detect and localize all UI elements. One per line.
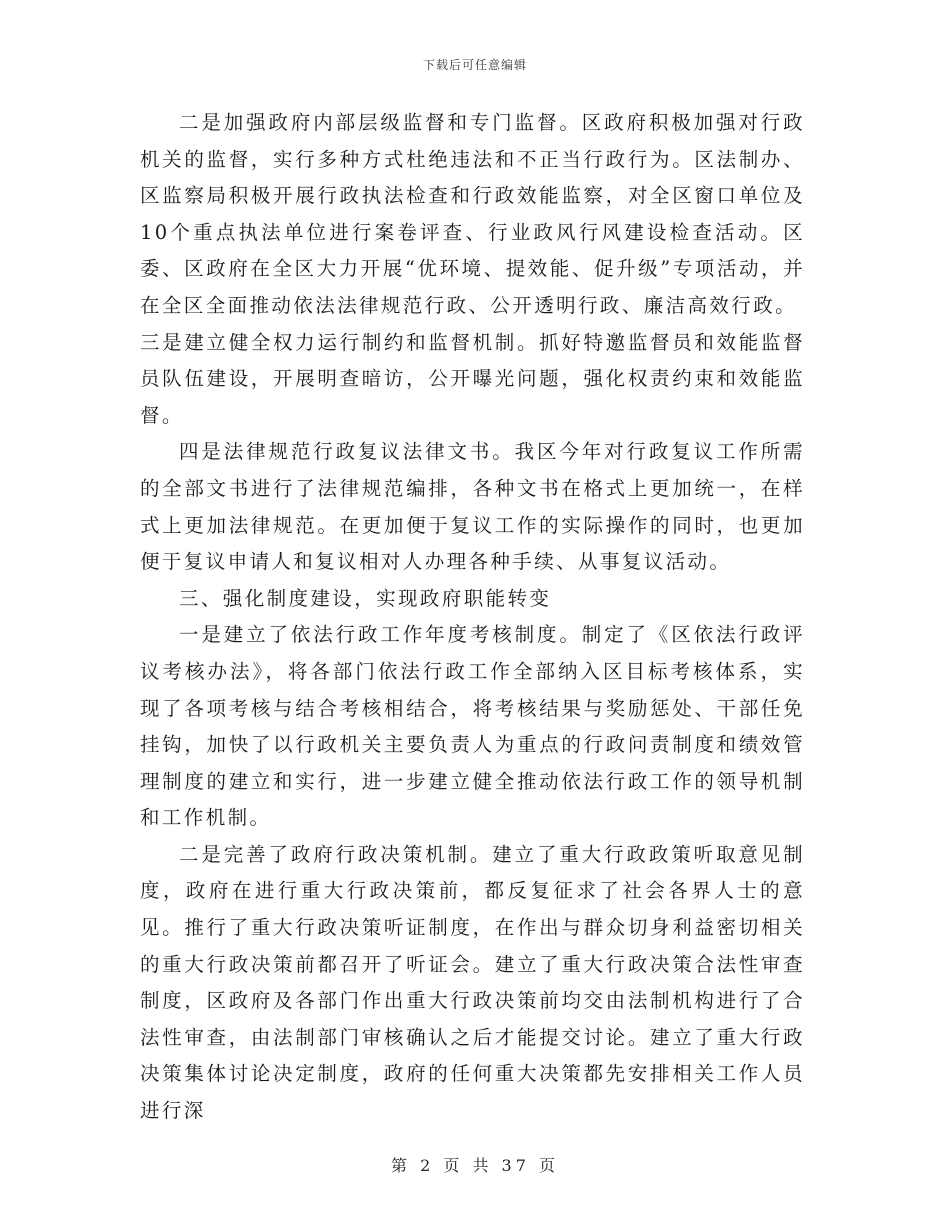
paragraph-5: 一是建立了依法行政工作年度考核制度。制定了《区依法行政评议考核办法》，将各部门依法行政工作全部纳入区目标考核体系，实现了各项考核与结合考核相结合，将考核结果与奖励惩处、干部任免挂钩，加快了以行政机关主要负责人为重点的行政问责制度和绩效管理制度的建立和实行，进一步建立健全推动依法行政工作的领导机制和工作机制。 xyxy=(140,623,805,830)
page-number-footer: 第 2 页 共 37 页 xyxy=(391,1156,559,1175)
paragraph-6: 二是完善了政府行政决策机制。建立了重大行政政策听取意见制度，政府在进行重大行政决策前，都反复征求了社会各界人士的意见。推行了重大行政决策听证制度，在作出与群众切身利益密切相关的重大行政决策前都召开了听证会。建立了重大行政决策合法性审查制度，区政府及各部门作出重大行政决策前均交由法制机构进行了合法性审查，由法制部门审核确认之后才能提交讨论。建立了重大行政决策集体讨论决定制度，政府的任何重大决策都先安排相关工作人员进行深 xyxy=(140,842,805,1123)
paragraph-3: 四是法律规范行政复议法律文书。我区今年对行政复议工作所需的全部文书进行了法律规范编排，各种文书在格式上更加统一，在样式上更加法律规范。在更加便于复议工作的实际操作的同时，也更加便于复议申请人和复议相对人办理各种手续、从事复议活动。 xyxy=(140,440,805,574)
paragraph-2: 三是建立健全权力运行制约和监督机制。抓好特邀监督员和效能监督员队伍建设，开展明查暗访，公开曝光问题，强化权责约束和效能监督。 xyxy=(140,330,805,427)
document-body xyxy=(140,105,805,1130)
paragraph-1: 二是加强政府内部层级监督和专门监督。区政府积极加强对行政机关的监督，实行多种方式杜绝违法和不正当行政行为。区法制办、区监察局积极开展行政执法检查和行政效能监察，对全区窗口单位及10个重点执法单位进行案卷评查、行业政风行风建设检查活动。区委、区政府在全区大力开展“优环境、提效能、促升级”专项活动，并在全区全面推动依法法律规范行政、公开透明行政、廉洁高效行政。 xyxy=(140,111,805,317)
page-header-note: 下载后可任意编辑 xyxy=(422,58,527,72)
section-heading: 三、强化制度建设，实现政府职能转变 xyxy=(179,586,552,610)
